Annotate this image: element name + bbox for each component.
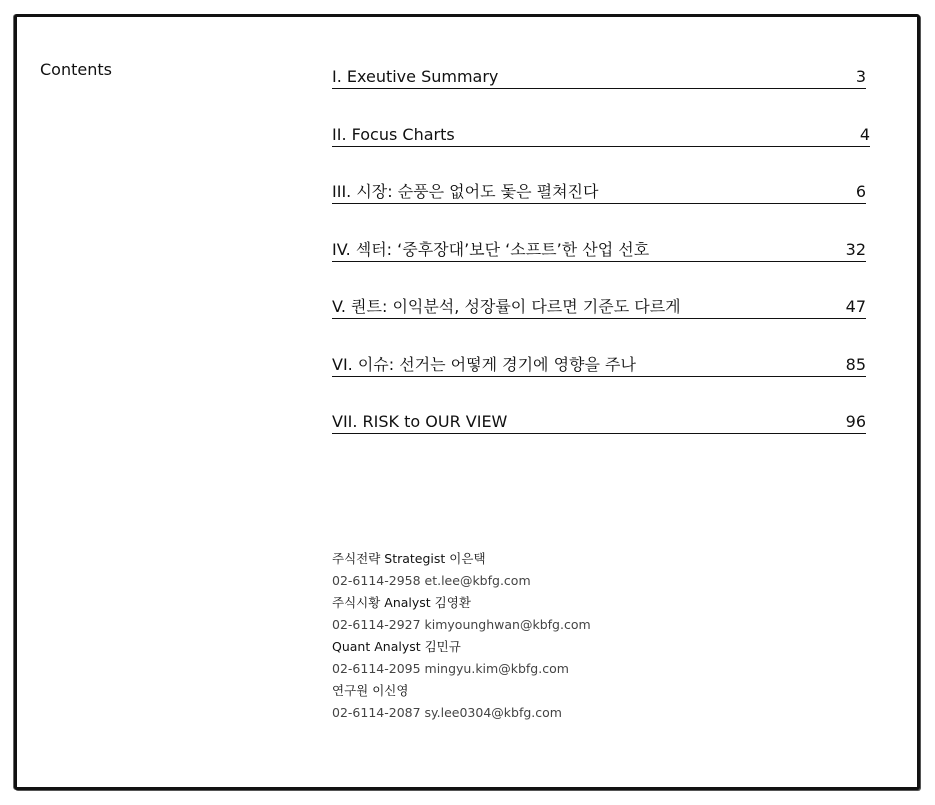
toc-row bbox=[332, 410, 866, 468]
analyst-contact-info: 02-6114-2927 kimyounghwan@kbfg.com bbox=[332, 617, 591, 632]
toc-row bbox=[332, 180, 866, 238]
toc-entry-market[interactable] bbox=[332, 180, 866, 204]
analyst-contact-info: 02-6114-2087 sy.lee0304@kbfg.com bbox=[332, 705, 562, 720]
toc-page-number: 4 bbox=[859, 124, 870, 144]
toc-entry-risk[interactable] bbox=[332, 410, 866, 434]
toc-page-number: 96 bbox=[845, 412, 866, 431]
toc-entry-focus-charts[interactable] bbox=[332, 123, 870, 147]
toc-title: II. Focus Charts bbox=[332, 124, 455, 144]
toc-row bbox=[332, 238, 866, 296]
toc-entry-issue[interactable] bbox=[332, 353, 866, 377]
toc-entry-executive-summary[interactable] bbox=[332, 65, 866, 89]
toc-row bbox=[332, 295, 866, 353]
analyst-name: 연구원 이신영 bbox=[332, 683, 409, 698]
toc-entry-quant[interactable] bbox=[332, 295, 866, 319]
toc-title: VII. RISK to OUR VIEW bbox=[332, 412, 508, 431]
toc-title: IV. 섹터: ‘중후장대’보단 ‘소프트’한 산업 선호 bbox=[332, 239, 650, 259]
analyst-name: 주식전략 Strategist 이은택 bbox=[332, 551, 486, 566]
toc-title: III. 시장: 순풍은 없어도 돛은 펼쳐진다 bbox=[332, 182, 599, 201]
analyst-name: Quant Analyst 김민규 bbox=[332, 639, 461, 654]
toc-row bbox=[332, 123, 870, 181]
toc-title: VI. 이슈: 선거는 어떻게 경기에 영향을 주나 bbox=[332, 354, 636, 374]
contents-heading: Contents bbox=[40, 60, 112, 79]
analyst-contacts bbox=[332, 548, 591, 724]
toc-entry-sector[interactable] bbox=[332, 238, 866, 262]
toc-page-number: 6 bbox=[855, 182, 866, 201]
toc-page-number: 85 bbox=[845, 354, 866, 374]
toc-page-number: 32 bbox=[845, 239, 866, 259]
toc-title: V. 퀀트: 이익분석, 성장률이 다르면 기준도 다르게 bbox=[332, 297, 681, 316]
analyst-contact-info: 02-6114-2095 mingyu.kim@kbfg.com bbox=[332, 661, 569, 676]
toc-page-number: 47 bbox=[845, 297, 866, 316]
table-of-contents bbox=[332, 65, 870, 468]
analyst-name: 주식시황 Analyst 김영환 bbox=[332, 595, 471, 610]
toc-row bbox=[332, 353, 866, 411]
toc-title: I. Exeutive Summary bbox=[332, 67, 499, 86]
toc-row bbox=[332, 65, 866, 123]
toc-page-number: 3 bbox=[855, 67, 866, 86]
analyst-contact-info: 02-6114-2958 et.lee@kbfg.com bbox=[332, 573, 531, 588]
